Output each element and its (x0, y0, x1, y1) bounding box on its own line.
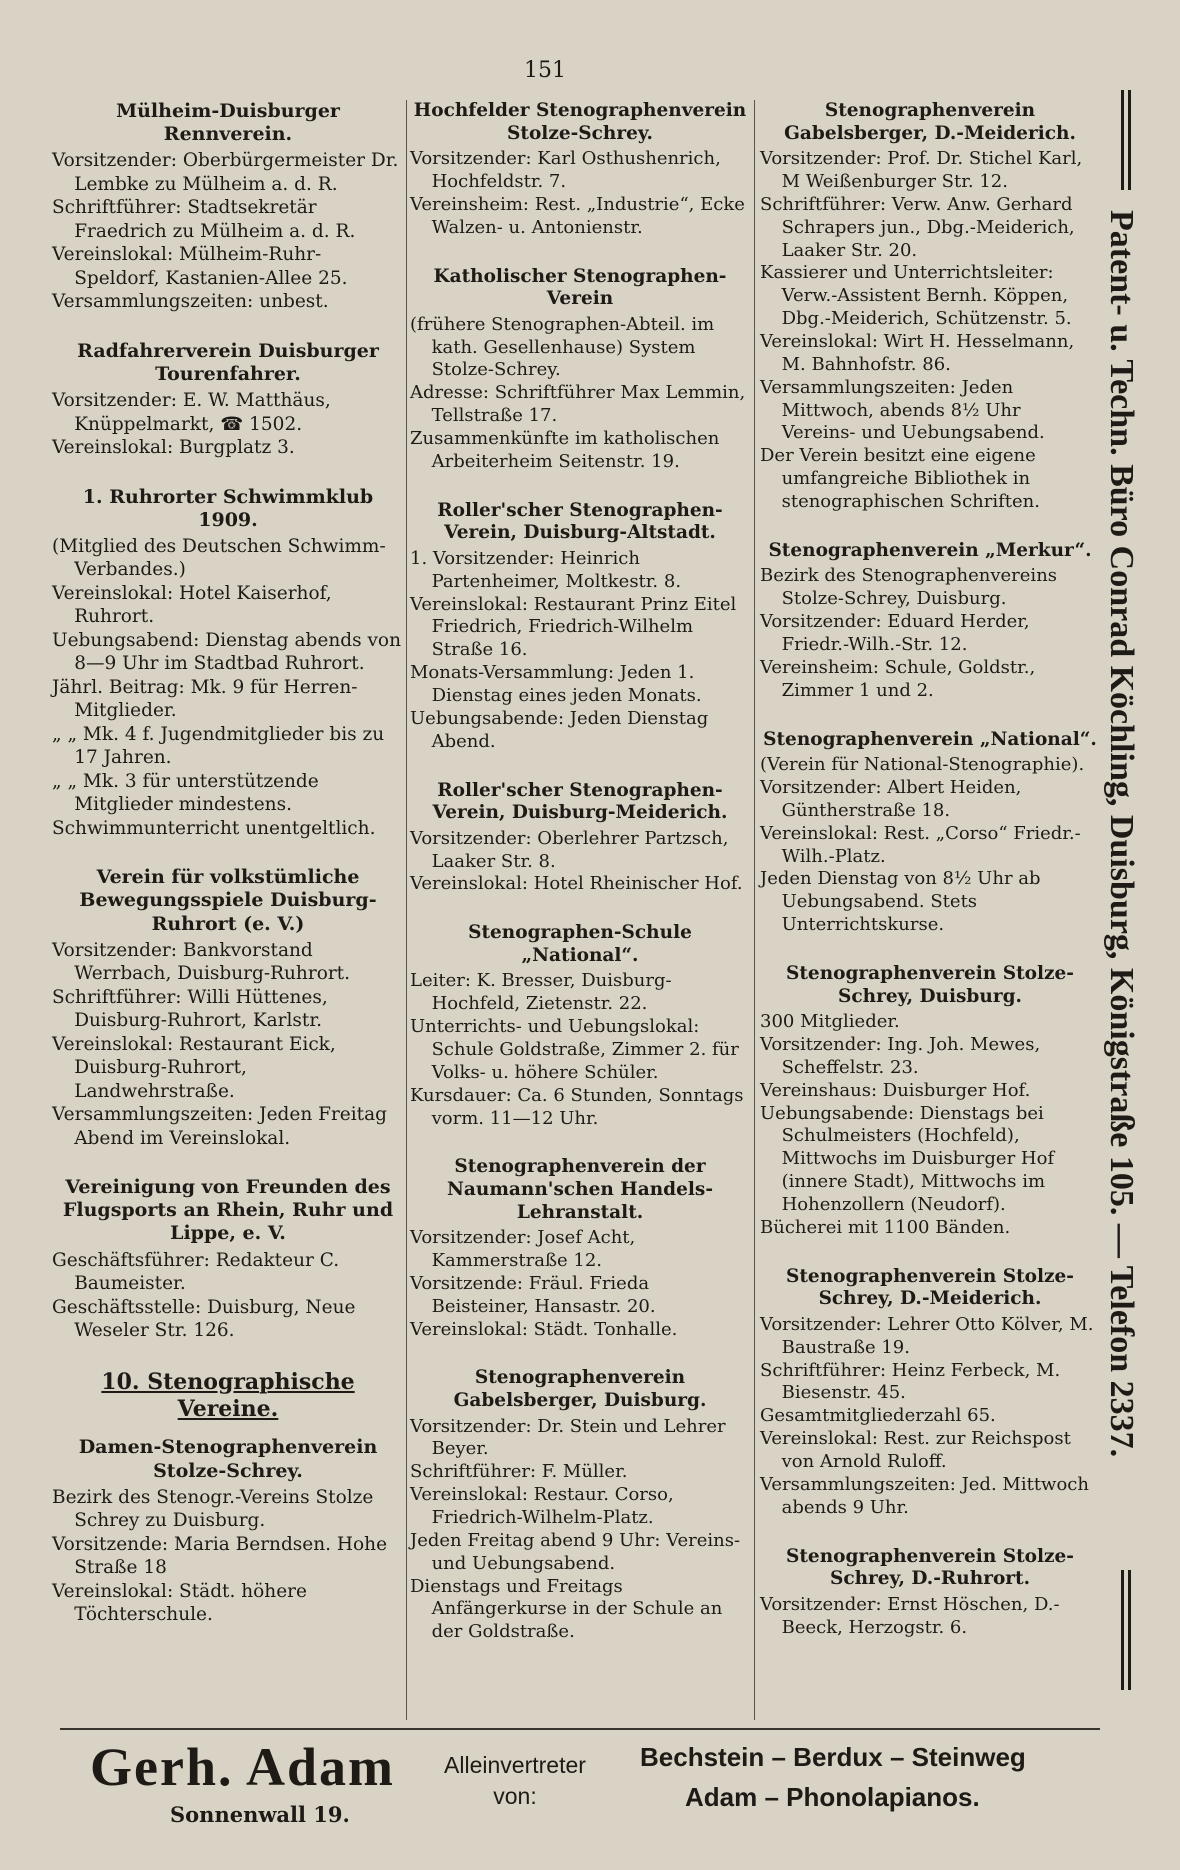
side-ad-rule-bottom (1121, 1570, 1131, 1690)
agent-label: Alleinvertreter von: (444, 1752, 586, 1810)
entry-detail: Versammlungszeiten: unbest. (52, 291, 329, 313)
entry-detail: Vorsitzender: Ernst Höschen, D.-Beeck, Herzogstr. 6. (760, 1593, 1060, 1638)
entry-detail: Vereinsheim: Rest. „Industrie“, Ecke Walzen- u. Antonienstr. (410, 193, 745, 238)
club-name: 1. Ruhrorter Schwimmklub 1909. (82, 485, 374, 531)
club-name: Stenographenverein Gabelsberger, Duisburg. (453, 1367, 707, 1411)
entry-detail: Vorsitzender: Albert Heiden, Güntherstraße 18. (760, 777, 1022, 821)
entry-detail: Vorsitzender: Oberbürgermeister Dr. Lembke zu Mülheim a. d. R. (52, 150, 399, 195)
entry-detail: Dienstags und Freitags Anfängerkurse in der Schule an der Goldstraße. (410, 1575, 723, 1643)
entry-detail: 300 Mitglieder. (760, 1011, 900, 1033)
entry-detail: „ „ Mk. 3 für unterstützende Mitglieder mindestens. (52, 770, 319, 816)
club-name: Mülheim-Duisburger Rennverein. (116, 100, 340, 146)
entry-detail: Jeden Freitag abend 9 Uhr: Vereins- und Uebungsabend. (410, 1529, 741, 1574)
column-middle (410, 100, 750, 1670)
entry-detail: Schriftführer: Stadtsekretär Fraedrich zu Mülheim a. d. R. (52, 197, 356, 242)
entry-detail: „ „ Mk. 4 f. Jugendmitglieder bis zu 17 Jahren. (52, 723, 385, 769)
club-name: Vereinigung von Freunden des Flugsports an Rhein, Ruhr und Lippe, e. V. (62, 1176, 394, 1245)
entry-detail: Monats-Versammlung: Jeden 1. Dienstag eines jeden Monats. (410, 662, 702, 706)
club-entry (52, 340, 404, 460)
page-number: 151 (524, 58, 566, 83)
entry-detail: Adresse: Schriftführer Max Lemmin, Tellstraße 17. (410, 382, 746, 427)
entry-detail: Vorsitzender: Oberlehrer Partzsch, Laaker Str. 8. (410, 827, 729, 872)
club-entry (410, 922, 750, 1130)
club-name: Roller'scher Stenographen-Verein, Duisburg-Meiderich. (432, 779, 728, 824)
side-ad-rule-top (1121, 90, 1131, 190)
entry-detail: Leiter: K. Bresser, Duisburg-Hochfeld, Zietenstr. 22. (410, 970, 672, 1015)
club-entry (410, 1367, 750, 1644)
entry-detail: Versammlungszeiten: Jeden Freitag Abend im Vereinslokal. (52, 1104, 387, 1149)
advertiser-name: Gerh. Adam (90, 1737, 396, 1797)
club-entry (52, 100, 404, 314)
entry-detail: Vorsitzender: Lehrer Otto Kölver, M. Baustraße 19. (760, 1313, 1094, 1358)
club-name: Damen-Stenographenverein Stolze-Schrey. (78, 1436, 378, 1482)
side-advertisement-text: Patent- u. Techn. Büro Conrad Köchling, Duisburg, Königstraße 105. — Telefon 2337. (1103, 210, 1140, 1458)
entry-detail: Geschäftsstelle: Duisburg, Neue Weseler Str. 126. (52, 1296, 356, 1342)
entry-detail: Jährl. Beitrag: Mk. 9 für Herren-Mitglieder. (52, 676, 358, 722)
club-entry (410, 1156, 750, 1341)
club-entry (760, 1266, 1100, 1520)
club-name: Stenographen-Schule „National“. (468, 922, 692, 966)
entry-detail: Vereinslokal: Burgplatz 3. (52, 437, 295, 459)
entry-detail: Vorsitzender: E. W. Matthäus, Knüppelmarkt, ☎ 1502. (52, 390, 331, 435)
entry-detail: Bücherei mit 1100 Bänden. (760, 1216, 1011, 1238)
club-name: Stenographenverein „National“. (763, 728, 1097, 750)
entry-detail: Vorsitzender: Karl Osthushenrich, Hochfeldstr. 7. (410, 148, 721, 192)
entry-detail: 1. Vorsitzender: Heinrich Partenheimer, Moltkestr. 8. (410, 547, 682, 592)
entry-detail: Vereinslokal: Hotel Kaiserhof, Ruhrort. (52, 582, 332, 628)
column-left (52, 100, 404, 1653)
club-name: Stenographenverein Stolze-Schrey, Duisburg. (786, 963, 1074, 1007)
club-name: Stenographenverein der Naumann'schen Handels-Lehranstalt. (446, 1156, 713, 1223)
entry-detail: Vereinslokal: Restaur. Corso, Friedrich-Wilhelm-Platz. (410, 1484, 674, 1528)
entry-detail: Vereinslokal: Städt. Tonhalle. (410, 1318, 678, 1340)
entry-detail: Unterrichts- und Uebungslokal: Schule Goldstraße, Zimmer 2. für Volks- u. höhere Schüler. (410, 1016, 739, 1083)
club-name: Roller'scher Stenographen-Verein, Duisburg-Altstadt. (437, 499, 723, 544)
entry-detail: Vereinslokal: Rest. zur Reichspost von Arnold Ruloff. (760, 1428, 1071, 1473)
entry-detail: Vorsitzender: Josef Acht, Kammerstraße 12. (410, 1227, 636, 1271)
club-entry (760, 1546, 1100, 1640)
entry-detail: (Mitglied des Deutschen Schwimm-Verbandes.) (52, 535, 386, 581)
entry-detail: Bezirk des Stenographenvereins Stolze-Schrey, Duisburg. (760, 565, 1058, 610)
club-entry (52, 1436, 404, 1626)
column-divider (754, 100, 755, 1720)
entry-detail: Uebungsabend: Dienstag abends von 8—9 Uhr im Stadtbad Ruhrort. (52, 629, 401, 675)
club-name: Stenographenverein Stolze-Schrey, D.-Meiderich. (786, 1265, 1074, 1310)
entry-detail: Vereinsheim: Schule, Goldstr., Zimmer 1 und 2. (760, 656, 1036, 701)
bottom-advertisement (60, 1728, 1100, 1840)
entry-detail: Vorsitzender: Bankvorstand Werrbach, Duisburg-Ruhrort. (52, 939, 350, 985)
entry-detail: Schriftführer: F. Müller. (410, 1461, 628, 1483)
entry-detail: Uebungsabende: Jeden Dienstag Abend. (410, 707, 709, 752)
column-divider (406, 100, 407, 1720)
entry-detail: Vereinslokal: Städt. höhere Töchterschule. (52, 1580, 307, 1626)
entry-detail: Vereinslokal: Restaurant Prinz Eitel Friedrich, Friedrich-Wilhelm Straße 16. (410, 593, 737, 661)
club-entry (410, 100, 750, 240)
entry-detail: Vorsitzender: Prof. Dr. Stichel Karl, M Weißenburger Str. 12. (760, 148, 1083, 192)
column-right (760, 100, 1100, 1665)
entry-detail: Vorsitzende: Fräul. Frieda Beisteiner, Hansastr. 20. (410, 1272, 656, 1317)
club-entry (410, 780, 750, 897)
section-heading: 10. Stenographische Vereine. (101, 1368, 355, 1423)
entry-detail: Schriftführer: Verw. Anw. Gerhard Schrapers jun., Dbg.-Meiderich, Laaker Str. 20. (760, 193, 1075, 261)
entry-detail: Vorsitzender: Ing. Joh. Mewes, Scheffelstr. 23. (760, 1034, 1041, 1078)
entry-detail: Bezirk des Stenogr.-Vereins Stolze Schrey zu Duisburg. (52, 1486, 374, 1532)
club-entry (52, 1176, 404, 1342)
club-name: Stenographenverein „Merkur“. (768, 539, 1092, 561)
entry-detail: Kursdauer: Ca. 6 Stunden, Sonntags vorm. 11—12 Uhr. (410, 1084, 744, 1129)
entry-detail: Jeden Dienstag von 8½ Uhr ab Uebungsabend. Stets Unterrichtskurse. (760, 868, 1041, 936)
entry-detail: (Verein für National-Stenographie). (760, 754, 1085, 776)
club-entry (410, 266, 750, 474)
entry-detail: Vorsitzende: Maria Berndsen. Hohe Straße 18 (52, 1533, 388, 1579)
entry-detail: Schwimmunterricht unentgeltlich. (52, 817, 376, 839)
club-name: Hochfelder Stenographenverein Stolze-Schrey. (413, 100, 747, 144)
entry-detail: Vereinshaus: Duisburger Hof. (760, 1079, 1031, 1101)
entry-detail: Vereinslokal: Wirt H. Hesselmann, M. Bahnhofstr. 86. (760, 331, 1075, 375)
club-entry (760, 729, 1100, 937)
entry-detail: Vereinslokal: Hotel Rheinischer Hof. (410, 873, 743, 895)
entry-detail: Vorsitzender: Eduard Herder, Friedr.-Wilh.-Str. 12. (760, 611, 1030, 656)
club-name: Stenographenverein Stolze-Schrey, D.-Ruhrort. (786, 1545, 1074, 1590)
brand-list-line-2: Adam – Phonolapianos. (685, 1782, 980, 1812)
club-name: Katholischer Stenographen-Verein (433, 265, 727, 310)
entry-detail: Vereinslokal: Restaurant Eick, Duisburg-Ruhrort, Landwehrstraße. (52, 1033, 336, 1102)
entry-detail: Versammlungszeiten: Jed. Mittwoch abends 9 Uhr. (760, 1473, 1089, 1518)
entry-detail: Zusammenkünfte im katholischen Arbeiterheim Seitenstr. 19. (410, 427, 720, 472)
entry-detail: Uebungsabende: Dienstags bei Schulmeisters (Hochfeld), Mittwochs im Duisburger Hof (innere Stadt), Mittwochs im Hohenzollern (Neudorf). (760, 1102, 1055, 1216)
club-name: Stenographenverein Gabelsberger, D.-Meiderich. (784, 100, 1076, 144)
club-entry (52, 486, 404, 841)
club-entry (760, 100, 1100, 514)
advertiser-address: Sonnenwall 19. (170, 1802, 350, 1827)
brand-list-line-1: Bechstein – Berdux – Steinweg (640, 1742, 1026, 1772)
club-entry (52, 866, 404, 1150)
club-name: Radfahrerverein Duisburger Tourenfahrer. (77, 339, 379, 385)
club-entry (410, 500, 750, 754)
entry-detail: Kassierer und Unterrichtsleiter: Verw.-Assistent Bernh. Köppen, Dbg.-Meiderich, Schützenstr. 5. (760, 262, 1072, 330)
entry-detail: Vorsitzender: Dr. Stein und Lehrer Beyer. (410, 1415, 726, 1460)
club-name: Verein für volkstümliche Bewegungsspiele Duisburg-Ruhrort (e. V.) (79, 866, 377, 935)
entry-detail: Gesamtmitgliederzahl 65. (760, 1405, 996, 1427)
entry-detail: (frühere Stenographen-Abteil. im kath. Gesellenhause) System Stolze-Schrey. (410, 313, 715, 381)
entry-detail: Vereinslokal: Mülheim-Ruhr-Speldorf, Kastanien-Allee 25. (52, 244, 348, 289)
entry-detail: Schriftführer: Willi Hüttenes, Duisburg-Ruhrort, Karlstr. (52, 986, 328, 1032)
entry-detail: Versammlungszeiten: Jeden Mittwoch, abends 8½ Uhr Vereins- und Uebungsabend. (760, 376, 1045, 444)
club-entry (760, 540, 1100, 703)
entry-detail: Der Verein besitzt eine eigene umfangreiche Bibliothek in stenographischen Schriften. (760, 445, 1040, 513)
entry-detail: Schriftführer: Heinz Ferbeck, M. Biesenstr. 45. (760, 1359, 1061, 1404)
entry-detail: Vereinslokal: Rest. „Corso“ Friedr.-Wilh.-Platz. (760, 822, 1081, 867)
club-entry (760, 963, 1100, 1240)
entry-detail: Geschäftsführer: Redakteur C. Baumeister. (52, 1249, 340, 1295)
